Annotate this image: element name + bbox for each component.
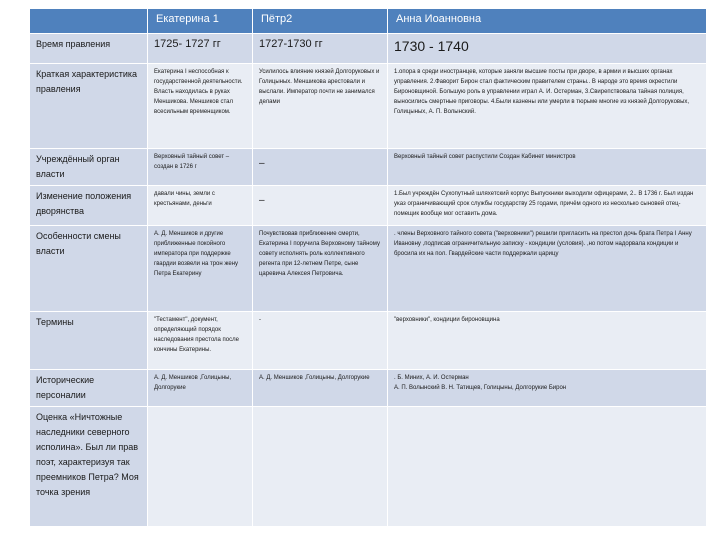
cell-ekaterina-1 [148, 407, 253, 527]
header-empty-cell [30, 9, 148, 34]
table-row-succession [30, 226, 707, 312]
cell-anna-ioannovna: 1.Был учреждён Сухопутный шляхетский корпус Выпускники выходили офицерами, 2.. В 1736 г. Был издан указ ограничивающий срок службы государству 25 годами, причём одного из несколько сыновей отец-помещик вообще мог оставить дома. [388, 186, 707, 226]
cell-ekaterina-1: А. Д. Меншиков и другие приближенные покойного императора при поддержке гвардии возвели на трон жену Петра Екатерину [148, 226, 253, 312]
row-label: Оценка «Ничтожные наследники северного исполина». Был ли прав поэт, характеризуя так преемников Петра? Моя точка зрения [30, 407, 148, 527]
row-label: Изменение положения дворянства [30, 186, 148, 226]
cell-anna-ioannovna: "верховники", кондиции бироновщина [388, 312, 707, 370]
history-table-wrapper [29, 8, 706, 527]
header-anna-ioannovna: Анна Иоанновна [388, 9, 707, 34]
cell-ekaterina-1: А. Д. Меншиков ,Голицыны, Долгорукие [148, 370, 253, 407]
cell-anna-ioannovna: 1730 - 1740 [388, 34, 707, 64]
table-header-row [30, 9, 707, 34]
cell-ekaterina-1: Екатерина I неспособная к государственной деятельности. Власть находилась в руках Меншикова. Меншиков стал всесильным временщиком. [148, 64, 253, 149]
row-label: Исторические персоналии [30, 370, 148, 407]
cell-petr-2: 1727-1730 гг [253, 34, 388, 64]
cell-petr-2: – [253, 186, 388, 226]
table-row-nobility [30, 186, 707, 226]
cell-petr-2 [253, 407, 388, 527]
cell-ekaterina-1: давали чины, земли с крестьянами, деньги [148, 186, 253, 226]
cell-petr-2: А. Д. Меншиков ,Голицыны, Долгорукие [253, 370, 388, 407]
row-label: Особенности смены власти [30, 226, 148, 312]
cell-anna-ioannovna: Верховный тайный совет распустили Создан Кабинет министров [388, 149, 707, 186]
header-ekaterina-1: Екатерина 1 [148, 9, 253, 34]
table-row-governing-body [30, 149, 707, 186]
cell-petr-2: - [253, 312, 388, 370]
row-label: Учреждённый орган власти [30, 149, 148, 186]
cell-anna-ioannovna: . члены Верховного тайного совета ("верховники") решили пригласить на престол дочь брата Петра I Анну Ивановну ,подписав ограничительную записку - кондиции (условия). ,но потом надорвала кондиции и бросила их на пол. Гвардейские части поддержали царицу [388, 226, 707, 312]
cell-ekaterina-1: 1725- 1727 гг [148, 34, 253, 64]
table-row-personalities [30, 370, 707, 407]
header-petr-2: Пётр2 [253, 9, 388, 34]
cell-anna-ioannovna [388, 407, 707, 527]
cell-petr-2: Усилилось влияние князей Долгоруковых и Голицыных. Меншикова арестовали и выслали. Император почти не занимался делами [253, 64, 388, 149]
row-label: Краткая характеристика правления [30, 64, 148, 149]
cell-ekaterina-1: Верховный тайный совет – создан в 1726 г [148, 149, 253, 186]
table-row-terms [30, 312, 707, 370]
cell-anna-ioannovna: 1.опора в среди иностранцев, которые заняли высшие посты при дворе, в армии и высших органах управления. 2.Фаворит Бирон стал фактическим правителем страны.. В народе это время окрестили Бироновщиной. Большую роль в управлении играл А. И. Остерман, 3.Свирепствовала тайная полиция, выносились смертные приговоры. 4.Были казнены или умерли в тюрьме многие из князей Долгоруковых, Голицыных, А. П. Волынский. [388, 64, 707, 149]
cell-petr-2: Почувствовав приближение смерти, Екатерина I поручила Верховному тайному совету исполнять роль коллективного регента при 12-летнем Петре, сыне царевича Алексея Петровича. [253, 226, 388, 312]
row-label: Термины [30, 312, 148, 370]
row-label: Время правления [30, 34, 148, 64]
cell-ekaterina-1: "Тестамент", документ, определяющий порядок наследования престола после кончины Екатерины. [148, 312, 253, 370]
cell-petr-2: – [253, 149, 388, 186]
cell-anna-ioannovna: . Б. Миних, А. И. Остерман А. П. Волынский В. Н. Татищев, Голицыны, Долгорукие Бирон [388, 370, 707, 407]
table-row-characteristics [30, 64, 707, 149]
rulers-comparison-table [29, 8, 707, 527]
table-row-assessment [30, 407, 707, 527]
table-row-reign-period [30, 34, 707, 64]
